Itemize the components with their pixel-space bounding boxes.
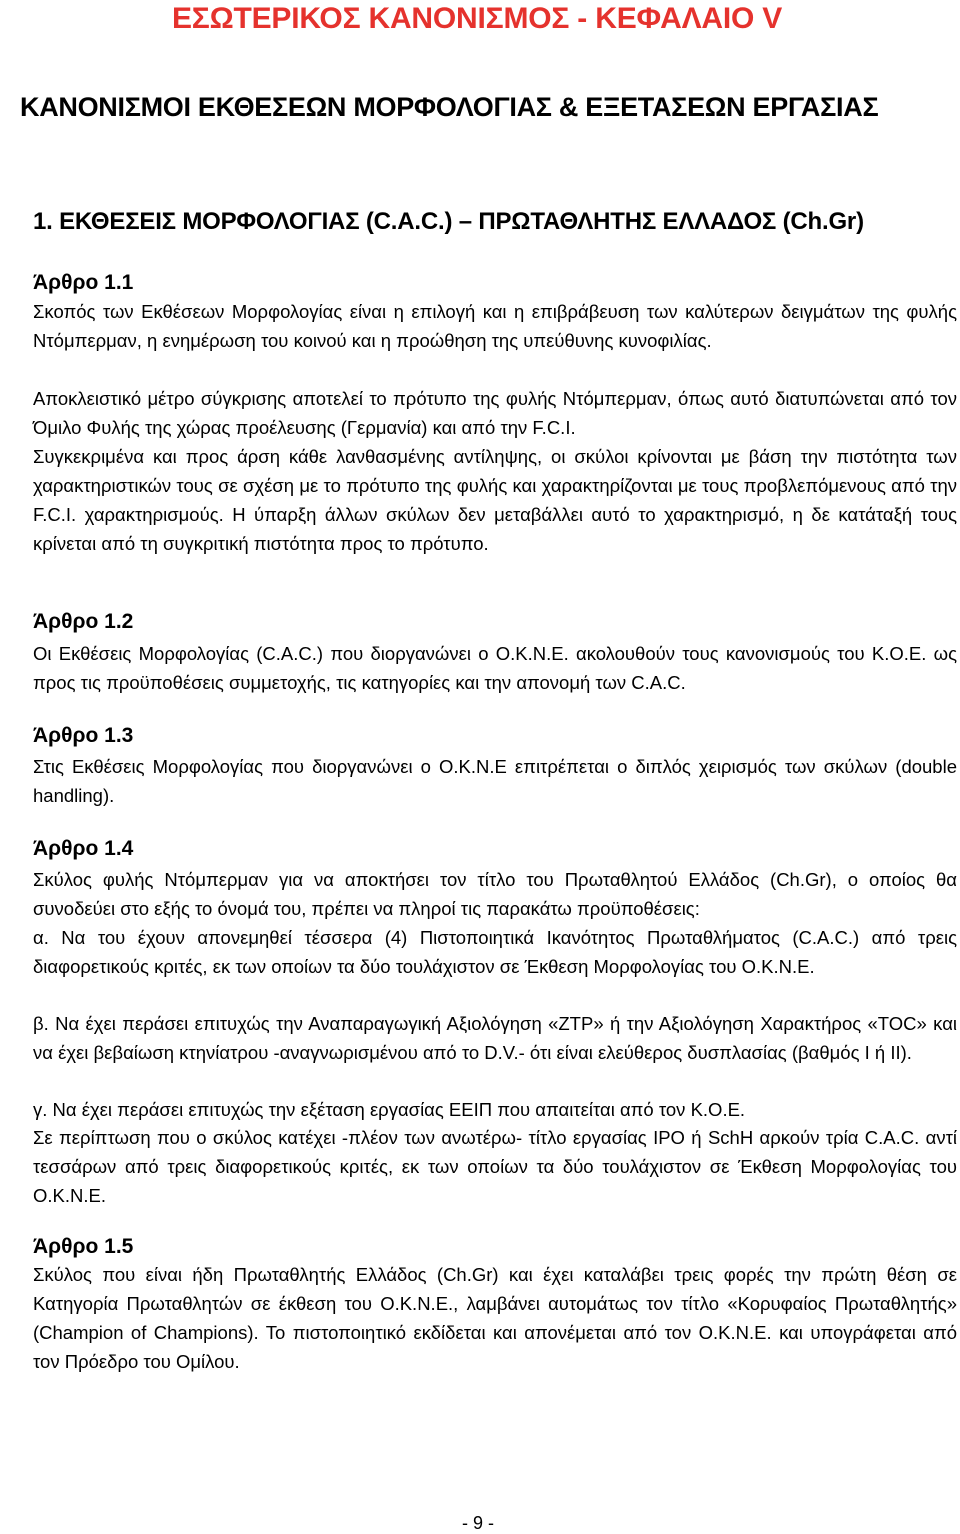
article-paragraph: Σκοπός των Εκθέσεων Μορφολογίας είναι η επιλογή και η επιβράβευση των καλύτερων δειγμάτων της φυλής Ντόμπερμαν, η ενημέρωση του κοινού και η προώθηση της υπεύθυνης κυνοφιλίας. xyxy=(33,301,957,351)
article-heading: Άρθρο 1.1 xyxy=(33,271,134,294)
article-paragraph: Οι Εκθέσεις Μορφολογίας (C.A.C.) που διοργανώνει ο Ο.Κ.Ν.Ε. ακολουθούν τους κανονισμούς του Κ.Ο.Ε. ως προς τις προϋποθέσεις συμμετοχής, τις κατηγορίες και την απονομή των C.A.C. xyxy=(33,643,957,693)
article-paragraph: Σκύλος που είναι ήδη Πρωταθλητής Ελλάδος (Ch.Gr) και έχει καταλάβει τρεις φορές την πρώτη θέση σε Κατηγορία Πρωταθλητών σε έκθεση του Ο.Κ.Ν.Ε., λαμβάνει αυτομάτως τον τίτλο «Κορυφαίος Πρωταθλητής» (Champion of Champions). Το πιστοποιητικό εκδίδεται και απονέμεται από τον Ο.Κ.Ν.Ε. και υπογράφεται από τον Πρόεδρο του Ομίλου. xyxy=(33,1264,957,1372)
article-paragraph: γ. Να έχει περάσει επιτυχώς την εξέταση εργασίας ΕΕΙΠ που απαιτείται από τον Κ.Ο.Ε. xyxy=(33,1099,746,1120)
page-number: - 9 - xyxy=(462,1513,495,1533)
section-heading: 1. ΕΚΘΕΣΕΙΣ ΜΟΡΦΟΛΟΓΙΑΣ (C.A.C.) – ΠΡΩΤΑΘΛΗΤΗΣ ΕΛΛΑΔΟΣ (Ch.Gr) xyxy=(33,208,864,235)
article-paragraph: β. Να έχει περάσει επιτυχώς την Αναπαραγωγική Αξιολόγηση «ZTP» ή την Αξιολόγηση Χαρακτήρος «TOC» και να έχει βεβαίωση κτηνίατρου -αναγνωρισμένου από το D.V.- ότι είναι ελεύθερος δυσπλασίας (βαθμός I ή II). xyxy=(33,1013,957,1063)
article-paragraph: Συγκεκριμένα και προς άρση κάθε λανθασμένης αντίληψης, οι σκύλοι κρίνονται με βάση την πιστότητα των χαρακτηριστικών τους σε σχέση με το πρότυπο της φυλής και χαρακτηρίζονται με τους προβλεπόμενους από την F.C.I. χαρακτηρισμούς. Η ύπαρξη άλλων σκύλων δεν μεταβάλλει αυτό το χαρακτηρισμό, η δε κατάταξή τους κρίνεται από τη συγκριτική πιστότητα προς το πρότυπο. xyxy=(33,446,957,554)
article-heading: Άρθρο 1.3 xyxy=(33,724,134,747)
article-heading: Άρθρο 1.5 xyxy=(33,1235,134,1258)
article-paragraph: Στις Εκθέσεις Μορφολογίας που διοργανώνει ο Ο.Κ.Ν.Ε επιτρέπεται ο διπλός χειρισμός των σκύλων (double handling). xyxy=(33,756,957,806)
article-heading: Άρθρο 1.2 xyxy=(33,610,134,633)
article-paragraph: α. Να του έχουν απονεμηθεί τέσσερα (4) Πιστοποιητικά Ικανότητος Πρωταθλήματος (C.A.C.) από τρεις διαφορετικούς κριτές, εκ των οποίων τα δύο τουλάχιστον σε Έκθεση Μορφολογίας του Ο.Κ.Ν.Ε. xyxy=(33,927,957,977)
article-paragraph: Σε περίπτωση που ο σκύλος κατέχει -πλέον των ανωτέρω- τίτλο εργασίας IPO ή SchH αρκούν τρία C.A.C. αντί τεσσάρων από τρεις διαφορετικούς κριτές, εκ των οποίων τα δύο τουλάχιστον σε Έκθεση Μορφολογίας του Ο.Κ.Ν.Ε. xyxy=(33,1127,957,1206)
article-paragraph: Αποκλειστικό μέτρο σύγκρισης αποτελεί το πρότυπο της φυλής Ντόμπερμαν, όπως αυτό διατυπώνεται από τον Όμιλο Φυλής της χώρας προέλευσης (Γερμανία) και από την F.C.I. xyxy=(33,388,957,438)
article-heading: Άρθρο 1.4 xyxy=(33,837,134,860)
document-title: ΕΣΩΤΕΡΙΚΟΣ ΚΑΝΟΝΙΣΜΟΣ - ΚΕΦΑΛΑΙΟ V xyxy=(172,2,783,35)
article-paragraph: Σκύλος φυλής Ντόμπερμαν για να αποκτήσει τον τίτλο του Πρωταθλητού Ελλάδος (Ch.Gr), ο οποίος θα συνοδεύει στο εξής το όνομά του, πρέπει να πληροί τις παρακάτω προϋποθέσεις: xyxy=(33,869,957,919)
document-subtitle: ΚΑΝΟΝΙΣΜΟΙ ΕΚΘΕΣΕΩΝ ΜΟΡΦΟΛΟΓΙΑΣ & ΕΞΕΤΑΣΕΩΝ ΕΡΓΑΣΙΑΣ xyxy=(20,92,879,122)
